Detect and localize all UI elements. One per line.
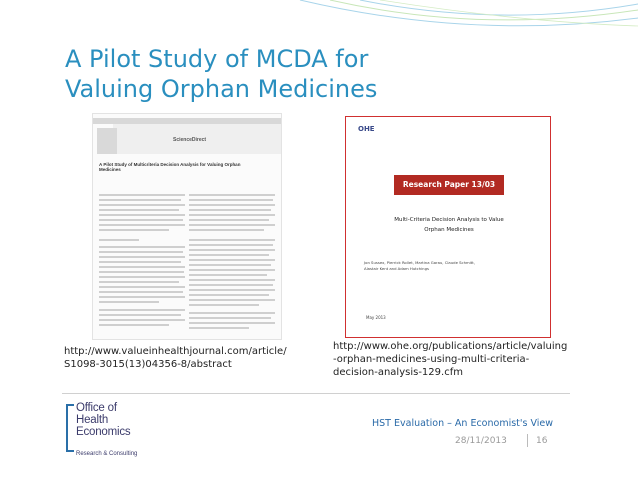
footer-divider — [62, 393, 570, 394]
page-number: 16 — [536, 436, 548, 446]
paper-brand: OHE — [358, 125, 375, 133]
article-text-column-left — [99, 194, 185, 334]
logo-wordmark — [76, 402, 130, 438]
article-link-line1[interactable]: http://www.valueinhealthjournal.com/article/ — [64, 346, 287, 357]
slide-title — [65, 44, 465, 104]
paper-series-banner: Research Paper 13/03 — [394, 175, 504, 195]
logo-line2: Health — [76, 414, 109, 426]
slide-title-line1: A Pilot Study of MCDA for — [65, 45, 369, 73]
logo-line1: Office of — [76, 402, 117, 414]
paper-title — [366, 215, 532, 235]
paper-link-line3[interactable]: decision-analysis-129.cfm — [333, 367, 463, 378]
research-paper-thumbnail — [345, 116, 551, 338]
logo-line3: Economics — [76, 426, 131, 438]
elsevier-logo-icon — [97, 128, 117, 154]
paper-authors-line1: Jon Sussex, Pierrick Rollet, Martina Garau, Claude Schmitt, — [364, 260, 475, 265]
paper-title-line1: Multi-Criteria Decision Analysis to Value — [394, 217, 504, 223]
article-publisher: ScienceDirect — [173, 137, 207, 143]
ohe-logo — [64, 402, 156, 466]
paper-authors — [364, 260, 534, 272]
article-link-caption[interactable] — [64, 345, 287, 371]
footer-date: 28/11/2013 — [455, 436, 507, 446]
article-thumbnail — [92, 113, 282, 340]
paper-link-caption[interactable] — [333, 340, 567, 379]
logo-bracket-icon — [66, 404, 74, 452]
footer-title: HST Evaluation – An Economist's View — [372, 418, 554, 429]
paper-date: May 2013 — [366, 315, 386, 320]
article-link-line2[interactable]: S1098-3015(13)04356-8/abstract — [64, 359, 232, 370]
paper-link-line1[interactable]: http://www.ohe.org/publications/article/valuing — [333, 341, 568, 352]
paper-title-line2: Orphan Medicines — [424, 227, 474, 233]
logo-tagline: Research & Consulting — [76, 451, 138, 457]
paper-link-line2[interactable]: -orphan-medicines-using-multi-criteria- — [333, 354, 530, 365]
footer-separator — [527, 434, 528, 447]
paper-authors-line2: Alastair Kent and Adam Hutchings — [364, 266, 429, 271]
article-text-column-right — [189, 194, 275, 334]
slide-title-line2: Valuing Orphan Medicines — [65, 75, 378, 103]
article-title: A Pilot Study of Multicriteria Decision Analysis for Valuing Orphan Medicines — [99, 162, 241, 172]
